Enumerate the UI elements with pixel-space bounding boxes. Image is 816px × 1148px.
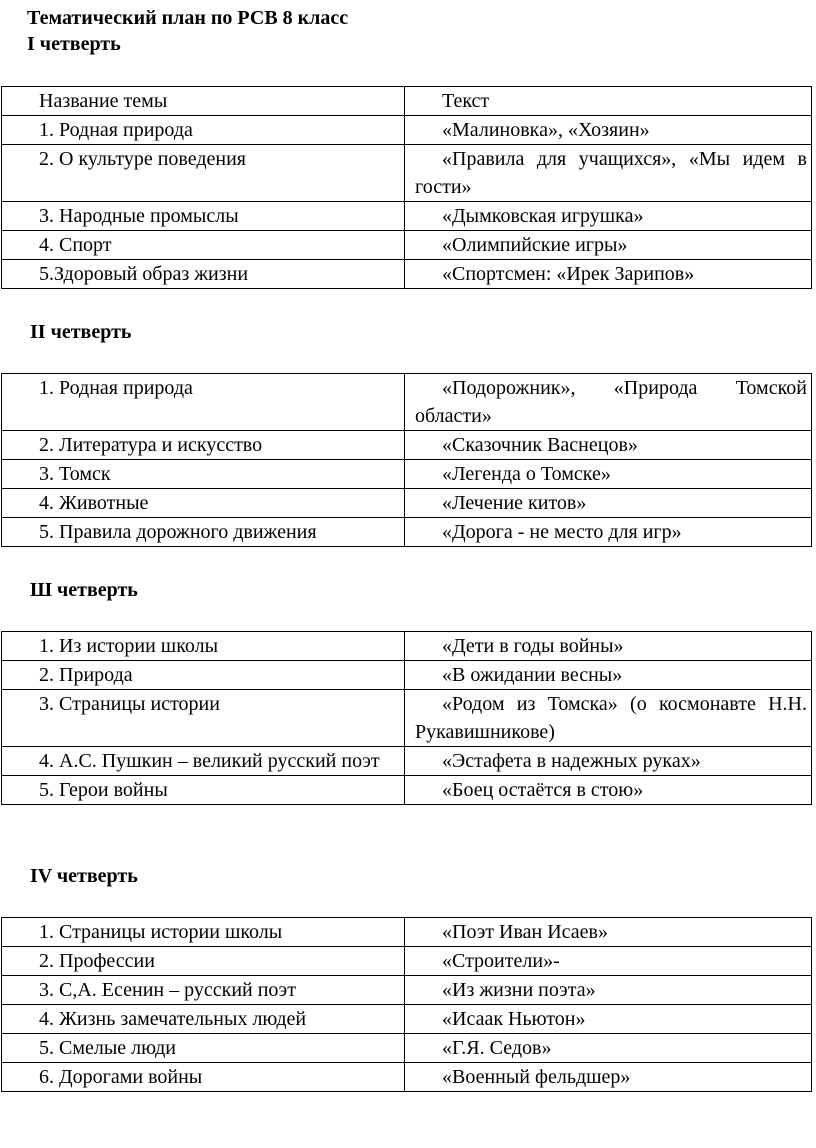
quarter-2-table [1,373,812,547]
table-row [2,947,812,976]
topic-cell: 2. Литература и искусство [2,431,405,460]
text-cell: «Военный фельдшер» [405,1063,812,1092]
quarter-3-table [1,631,812,805]
column-header-text: Текст [405,87,812,116]
text-cell: «Олимпийские игры» [405,231,812,260]
table-row [2,374,812,431]
table-row [2,632,812,661]
text-cell: «Сказочник Васнецов» [405,431,812,460]
text-cell: «Боец остаётся в стою» [405,776,812,805]
quarter-4-heading: IV четверть [30,865,138,887]
table-row [2,489,812,518]
document-title: Тематический план по РСВ 8 класс [27,7,349,29]
text-cell: «В ожидании весны» [405,661,812,690]
quarter-1-heading: I четверть [27,33,121,55]
text-cell: «Правила для учащихся», «Мы идем в гости» [405,145,812,202]
quarter-1-table [1,86,812,289]
topic-cell: 5. Смелые люди [2,1034,405,1063]
topic-cell: 5. Правила дорожного движения [2,518,405,547]
table-row [2,918,812,947]
table-row [2,145,812,202]
table-header-row [2,87,812,116]
topic-cell: 4. Жизнь замечательных людей [2,1005,405,1034]
text-cell: «Дети в годы войны» [405,632,812,661]
topic-cell: 2. Природа [2,661,405,690]
text-cell: «Строители»- [405,947,812,976]
column-header-topic: Название темы [2,87,405,116]
topic-cell: 6. Дорогами войны [2,1063,405,1092]
topic-cell: 4. А.С. Пушкин – великий русский поэт [2,747,405,776]
topic-cell: 1. Страницы истории школы [2,918,405,947]
text-cell: «Легенда о Томске» [405,460,812,489]
table-row [2,747,812,776]
table-row [2,116,812,145]
table-row [2,1063,812,1092]
text-cell: «Подорожник», «Природа Томской области» [405,374,812,431]
table-row [2,431,812,460]
topic-cell: 2. О культуре поведения [2,145,405,202]
quarter-3-heading: Ш четверть [30,579,138,601]
topic-cell: 4. Животные [2,489,405,518]
text-cell: «Эстафета в надежных руках» [405,747,812,776]
topic-cell: 5. Герои войны [2,776,405,805]
topic-cell: 2. Профессии [2,947,405,976]
quarter-2-heading: II четверть [30,321,132,343]
topic-cell: 1. Родная природа [2,374,405,431]
topic-cell: 4. Спорт [2,231,405,260]
text-cell: «Из жизни поэта» [405,976,812,1005]
text-cell: «Г.Я. Седов» [405,1034,812,1063]
text-cell: «Исаак Ньютон» [405,1005,812,1034]
table-row [2,661,812,690]
table-row [2,202,812,231]
quarter-4-table [1,917,812,1092]
topic-cell: 3. С,А. Есенин – русский поэт [2,976,405,1005]
table-row [2,690,812,747]
table-row [2,260,812,289]
topic-cell: 3. Народные промыслы [2,202,405,231]
table-row [2,976,812,1005]
topic-cell: 3. Страницы истории [2,690,405,747]
text-cell: «Спортсмен: «Ирек Зарипов» [405,260,812,289]
table-row [2,1034,812,1063]
table-row [2,1005,812,1034]
text-cell: «Дымковская игрушка» [405,202,812,231]
table-row [2,776,812,805]
text-cell: «Поэт Иван Исаев» [405,918,812,947]
text-cell: «Малиновка», «Хозяин» [405,116,812,145]
topic-cell: 3. Томск [2,460,405,489]
text-cell: «Лечение китов» [405,489,812,518]
table-row [2,231,812,260]
table-row [2,460,812,489]
topic-cell: 1. Из истории школы [2,632,405,661]
text-cell: «Дорога - не место для игр» [405,518,812,547]
text-cell: «Родом из Томска» (о космонавте Н.Н. Рукавишникове) [405,690,812,747]
topic-cell: 5.Здоровый образ жизни [2,260,405,289]
table-row [2,518,812,547]
topic-cell: 1. Родная природа [2,116,405,145]
